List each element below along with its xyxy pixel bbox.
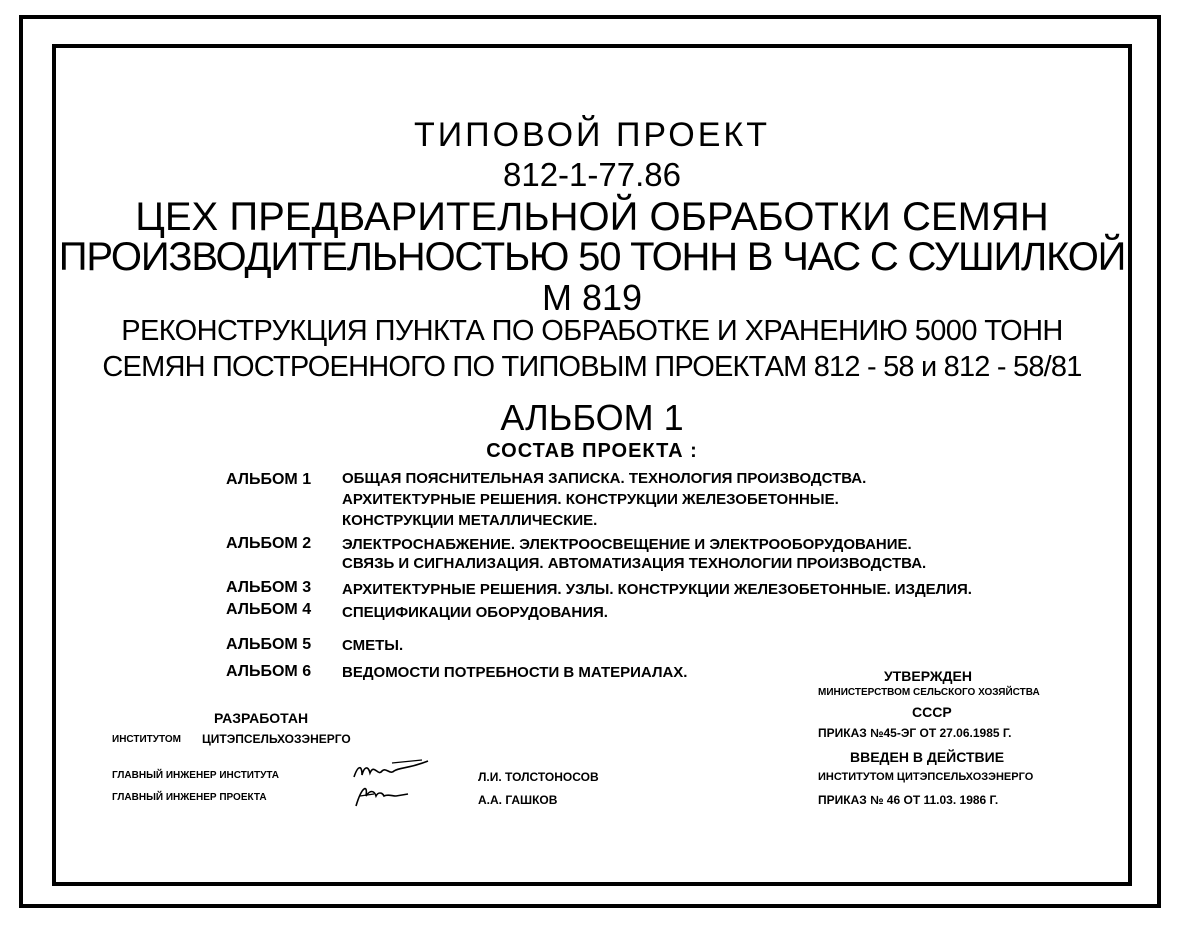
album-line: АРХИТЕКТУРНЫЕ РЕШЕНИЯ. КОНСТРУКЦИИ ЖЕЛЕЗОБЕТОННЫЕ. — [342, 491, 839, 508]
chief-institute-name: Л.И. ТОЛСТОНОСОВ — [478, 770, 599, 784]
album-line: ВЕДОМОСТИ ПОТРЕБНОСТИ В МАТЕРИАЛАХ. — [342, 664, 688, 681]
project-heading: ТИПОВОЙ ПРОЕКТ — [413, 116, 771, 154]
album-label: АЛЬБОМ 4 — [226, 601, 312, 618]
album-line: СВЯЗЬ И СИГНАЛИЗАЦИЯ. АВТОМАТИЗАЦИЯ ТЕХНОЛОГИИ ПРОИЗВОДСТВА. — [342, 555, 927, 572]
project-subtitle-line1: РЕКОНСТРУКЦИЯ ПУНКТА ПО ОБРАБОТКЕ И ХРАНЕНИЮ 5000 ТОНН — [121, 315, 1063, 347]
enacted-by: ИНСТИТУТОМ ЦИТЭПСЕЛЬХОЗЭНЕРГО — [818, 771, 1034, 783]
project-title-line1: ЦЕХ ПРЕДВАРИТЕЛЬНОЙ ОБРАБОТКИ СЕМЯН — [135, 195, 1049, 239]
approved-heading: УТВЕРЖДЕН — [884, 668, 972, 684]
approved-order: ПРИКАЗ №45-ЭГ ОТ 27.06.1985 Г. — [818, 726, 1012, 740]
album-line: СПЕЦИФИКАЦИИ ОБОРУДОВАНИЯ. — [342, 604, 608, 621]
album-label: АЛЬБОМ 3 — [226, 579, 312, 596]
album-line: СМЕТЫ. — [342, 637, 404, 654]
chief-project-name: А.А. ГАШКОВ — [478, 793, 558, 807]
enacted-heading: ВВЕДЕН В ДЕЙСТВИЕ — [850, 749, 1005, 765]
album-line: КОНСТРУКЦИИ МЕТАЛЛИЧЕСКИЕ. — [342, 512, 598, 529]
album-line: ОБЩАЯ ПОЯСНИТЕЛЬНАЯ ЗАПИСКА. ТЕХНОЛОГИЯ ПРОИЗВОДСТВА. — [342, 470, 867, 487]
album-title: АЛЬБОМ 1 — [500, 397, 684, 438]
enacted-order: ПРИКАЗ № 46 ОТ 11.03. 1986 Г. — [818, 793, 999, 807]
approved-by: МИНИСТЕРСТВОМ СЕЛЬСКОГО ХОЗЯЙСТВА — [818, 687, 1040, 698]
album-line: ЭЛЕКТРОСНАБЖЕНИЕ. ЭЛЕКТРООСВЕЩЕНИЕ И ЭЛЕКТРООБОРУДОВАНИЕ. — [342, 536, 912, 553]
developed-by-label: ИНСТИТУТОМ — [112, 734, 181, 745]
album-line: АРХИТЕКТУРНЫЕ РЕШЕНИЯ. УЗЛЫ. КОНСТРУКЦИИ ЖЕЛЕЗОБЕТОННЫЕ. ИЗДЕЛИЯ. — [342, 581, 972, 598]
chief-institute-label: ГЛАВНЫЙ ИНЖЕНЕР ИНСТИТУТА — [112, 770, 280, 781]
composition-heading: СОСТАВ ПРОЕКТА : — [486, 440, 698, 462]
project-subtitle-line2: СЕМЯН ПОСТРОЕННОГО ПО ТИПОВЫМ ПРОЕКТАМ 812 - 58 и 812 - 58/81 — [102, 351, 1082, 383]
album-label: АЛЬБОМ 5 — [226, 636, 312, 653]
signature-chief-institute — [352, 757, 432, 783]
developed-heading: РАЗРАБОТАН — [214, 710, 309, 726]
album-label: АЛЬБОМ 6 — [226, 663, 312, 680]
approved-country: СССР — [912, 704, 952, 720]
project-title-line3: М 819 — [541, 277, 643, 318]
signature-chief-project — [352, 782, 412, 808]
project-number: 812-1-77.86 — [503, 156, 681, 193]
chief-project-label: ГЛАВНЫЙ ИНЖЕНЕР ПРОЕКТА — [112, 792, 267, 803]
developed-by-name: ЦИТЭПСЕЛЬХОЗЭНЕРГО — [202, 732, 351, 746]
album-label: АЛЬБОМ 1 — [226, 471, 312, 488]
project-title-line2: ПРОИЗВОДИТЕЛЬНОСТЬЮ 50 ТОНН В ЧАС С СУШИЛКОЙ — [58, 235, 1126, 279]
album-label: АЛЬБОМ 2 — [226, 535, 312, 552]
